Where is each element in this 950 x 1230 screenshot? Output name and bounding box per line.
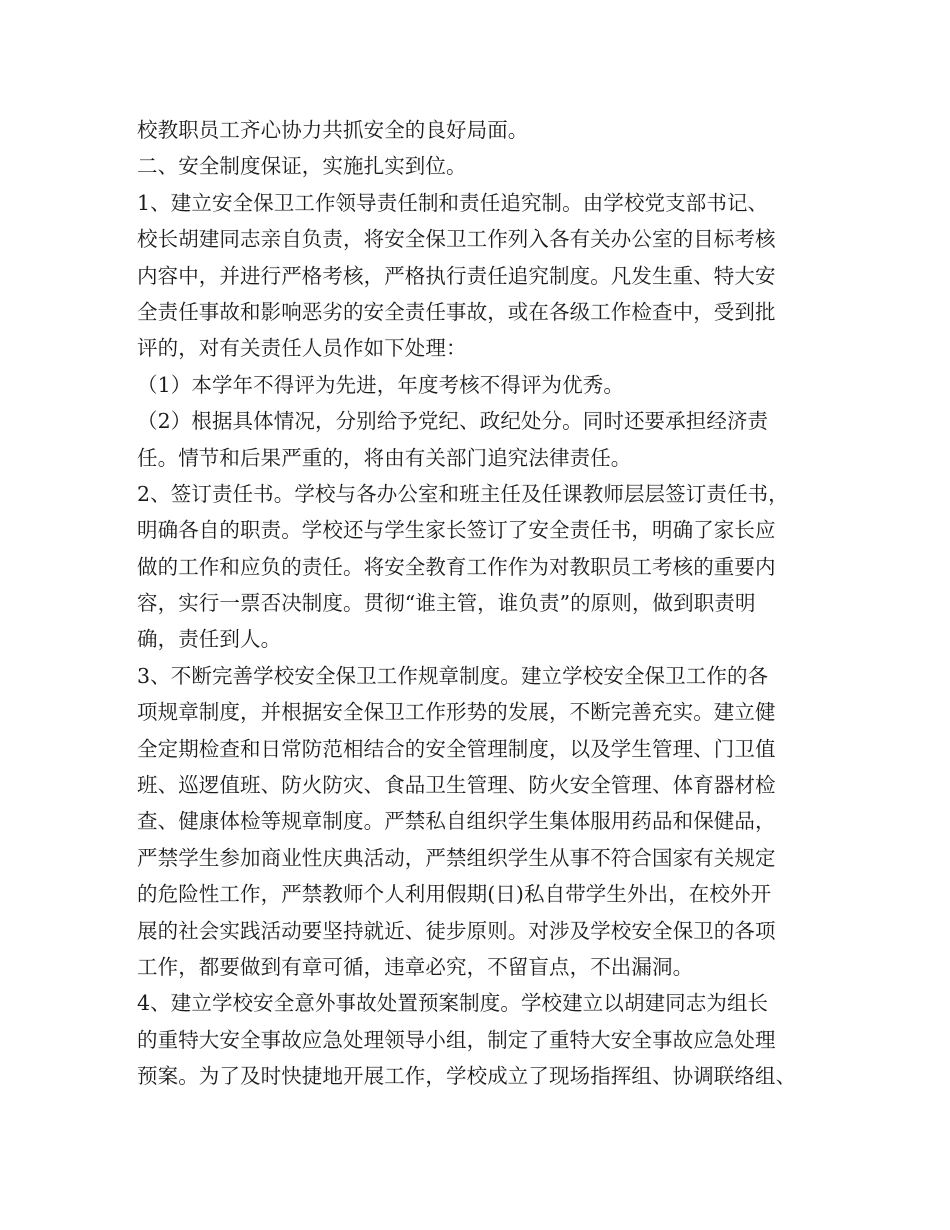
text-line: 任。情节和后果严重的，将由有关部门追究法律责任。 — [137, 445, 632, 470]
text-line: 展的社会实践活动要坚持就近、徒步原则。对涉及学校安全保卫的各项 — [137, 918, 776, 943]
text-line: 1、建立安全保卫工作领导责任制和责任追究制。由学校党支部书记、 — [137, 190, 769, 215]
text-line: （2）根据具体情况，分别给予党纪、政纪处分。同时还要承担经济责 — [137, 409, 769, 434]
text-line: 明确各自的职责。学校还与学生家长签订了安全责任书，明确了家长应 — [137, 518, 776, 543]
text-line: 全责任事故和影响恶劣的安全责任事故，或在各级工作检查中，受到批 — [137, 299, 776, 324]
text-line: 的危险性工作，严禁教师个人利用假期(日)私自带学生外出，在校外开 — [137, 882, 772, 907]
text-line: 校教职员工齐心协力共抓安全的良好局面。 — [137, 118, 529, 142]
text-line: 确，责任到人。 — [137, 627, 282, 652]
text-line: 查、健康体检等规章制度。严禁私自组织学生集体服用药品和保健品， — [137, 809, 776, 834]
text-line: 2、签订责任书。学校与各办公室和班主任及任课教师层层签订责任书， — [137, 481, 789, 506]
text-line: （1）本学年不得评为先进，年度考核不得评为优秀。 — [137, 372, 624, 397]
text-line: 项规章制度，并根据安全保卫工作形势的发展，不断完善充实。建立健 — [137, 700, 776, 725]
text-line: 内容中，并进行严格考核，严格执行责任追究制度。凡发生重、特大安 — [137, 263, 776, 288]
body-text — [137, 112, 827, 1095]
text-line: 的重特大安全事故应急处理领导小组，制定了重特大安全事故应急处理 — [137, 1027, 776, 1052]
text-line: 4、建立学校安全意外事故处置预案制度。学校建立以胡建同志为组长 — [137, 991, 769, 1016]
text-line: 校长胡建同志亲自负责，将安全保卫工作列入各有关办公室的目标考核 — [137, 227, 776, 252]
text-line: 评的，对有关责任人员作如下处理： — [137, 336, 467, 361]
text-line: 3、不断完善学校安全保卫工作规章制度。建立学校安全保卫工作的各 — [137, 663, 769, 688]
text-line: 做的工作和应负的责任。将安全教育工作作为对教职员工考核的重要内 — [137, 554, 776, 579]
text-line: 预案。为了及时快捷地开展工作，学校成立了现场指挥组、协调联络组、 — [137, 1064, 797, 1089]
text-line: 工作，都要做到有章可循，违章必究，不留盲点，不出漏洞。 — [137, 954, 694, 979]
text-line: 班、巡逻值班、防火防灾、食品卫生管理、防火安全管理、体育器材检 — [137, 773, 776, 798]
text-line: 严禁学生参加商业性庆典活动，严禁组织学生从事不符合国家有关规定 — [137, 845, 776, 870]
text-line: 容，实行一票否决制度。贯彻“谁主管，谁负责”的原则，做到职责明 — [137, 591, 756, 616]
section-heading: 二、安全制度保证，实施扎实到位。 — [137, 154, 467, 179]
text-line: 全定期检查和日常防范相结合的安全管理制度，以及学生管理、门卫值 — [137, 736, 776, 761]
